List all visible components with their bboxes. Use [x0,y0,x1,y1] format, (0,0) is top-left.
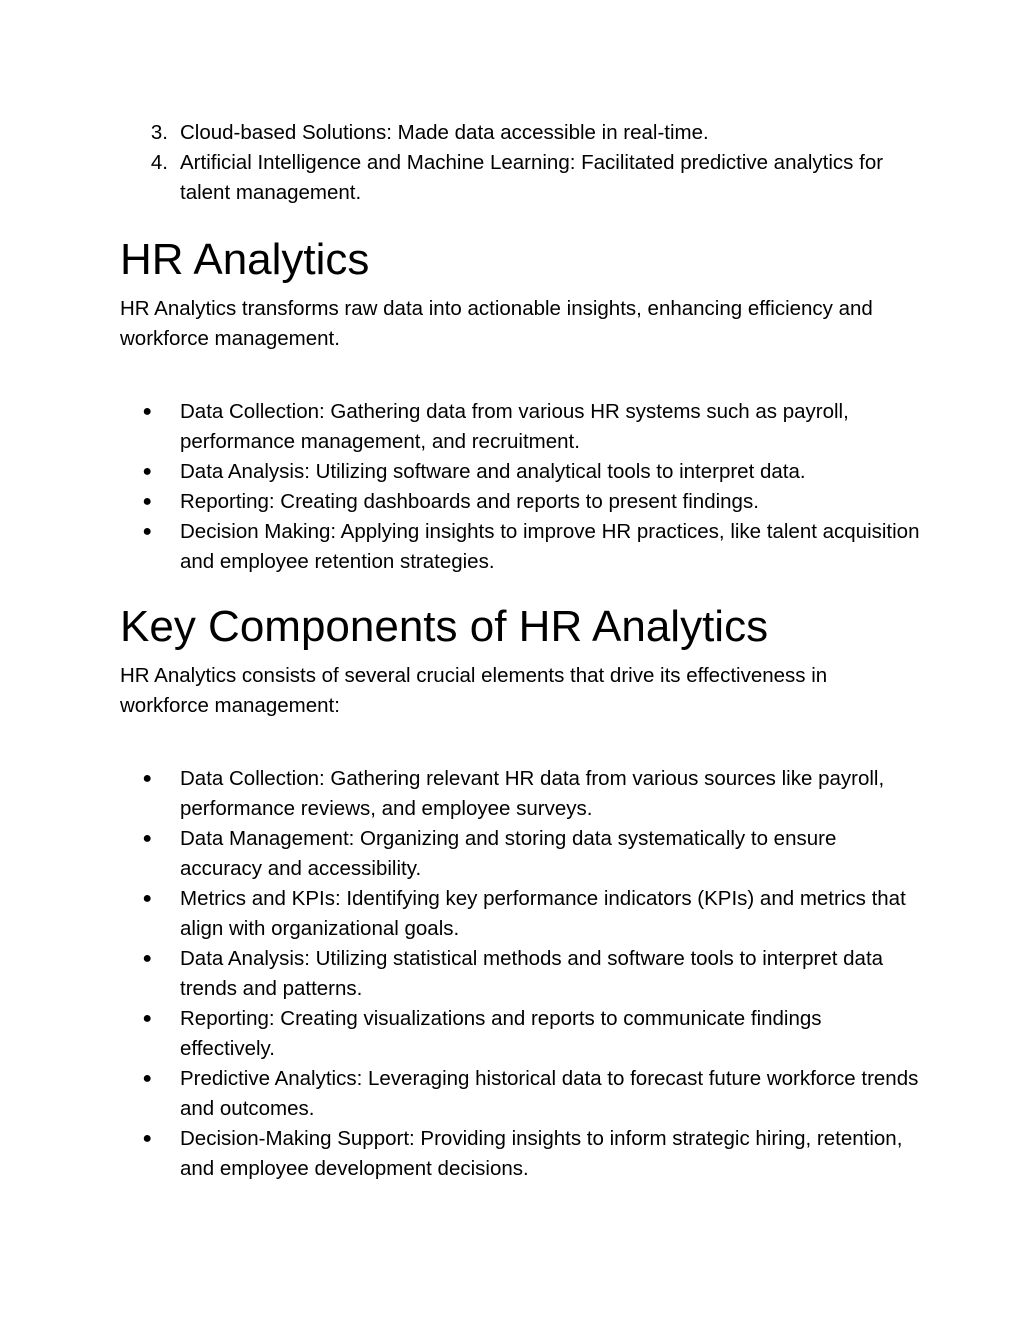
list-item-text: Decision-Making Support: Providing insights to inform strategic hiring, retention, and employee development decisions. [180,1127,903,1180]
bullet-icon: ● [142,950,152,967]
list-item [120,764,920,824]
list-item [120,1064,920,1124]
bullet-icon: ● [142,830,152,847]
bullet-list [120,764,920,1184]
list-item [120,397,920,457]
list-item-text: Artificial Intelligence and Machine Learning: Facilitated predictive analytics for talent management. [180,151,884,204]
bullet-icon: ● [142,890,152,907]
bullet-list [120,397,920,577]
list-item [120,884,920,944]
list-item [120,517,920,577]
section-intro: HR Analytics transforms raw data into actionable insights, enhancing efficiency and workforce management. [120,297,873,350]
list-item [120,1004,920,1064]
section-intro: HR Analytics consists of several crucial elements that drive its effectiveness in workforce management: [120,664,828,717]
numbered-list [120,118,920,208]
bullet-icon: ● [142,463,152,480]
list-item [120,944,920,1004]
list-item-text: Decision Making: Applying insights to improve HR practices, like talent acquisition and employee retention strategies. [180,520,920,573]
bullet-icon: ● [142,403,152,420]
bullet-icon: ● [142,1130,152,1147]
list-item-text: Data Management: Organizing and storing data systematically to ensure accuracy and accessibility. [180,827,837,880]
list-item-text: Reporting: Creating dashboards and reports to present findings. [180,490,759,513]
list-item [120,1124,920,1184]
document-page [120,118,920,1184]
list-item [120,118,920,148]
list-item-text: Data Collection: Gathering data from various HR systems such as payroll, performance management, and recruitment. [180,400,849,453]
list-item [120,148,920,208]
bullet-icon: ● [142,1010,152,1027]
list-item-text: Reporting: Creating visualizations and reports to communicate findings effectively. [180,1007,822,1060]
list-item-text: Cloud-based Solutions: Made data accessible in real-time. [180,121,709,144]
list-item-text: Data Collection: Gathering relevant HR data from various sources like payroll, performance reviews, and employee surveys. [180,767,885,820]
bullet-icon: ● [142,493,152,510]
list-item-text: Data Analysis: Utilizing software and analytical tools to interpret data. [180,460,806,483]
list-number: 3. [150,121,168,144]
bullet-icon: ● [142,770,152,787]
section-heading-hr-analytics: HR Analytics [120,235,370,284]
bullet-icon: ● [142,523,152,540]
list-item [120,457,920,487]
list-number: 4. [150,151,168,174]
bullet-icon: ● [142,1070,152,1087]
list-item-text: Data Analysis: Utilizing statistical methods and software tools to interpret data trends and patterns. [180,947,884,1000]
section-heading-key-components: Key Components of HR Analytics [120,602,769,651]
list-item [120,824,920,884]
list-item-text: Predictive Analytics: Leveraging historical data to forecast future workforce trends and outcomes. [180,1067,919,1120]
list-item [120,487,920,517]
list-item-text: Metrics and KPIs: Identifying key performance indicators (KPIs) and metrics that align with organizational goals. [180,887,906,940]
